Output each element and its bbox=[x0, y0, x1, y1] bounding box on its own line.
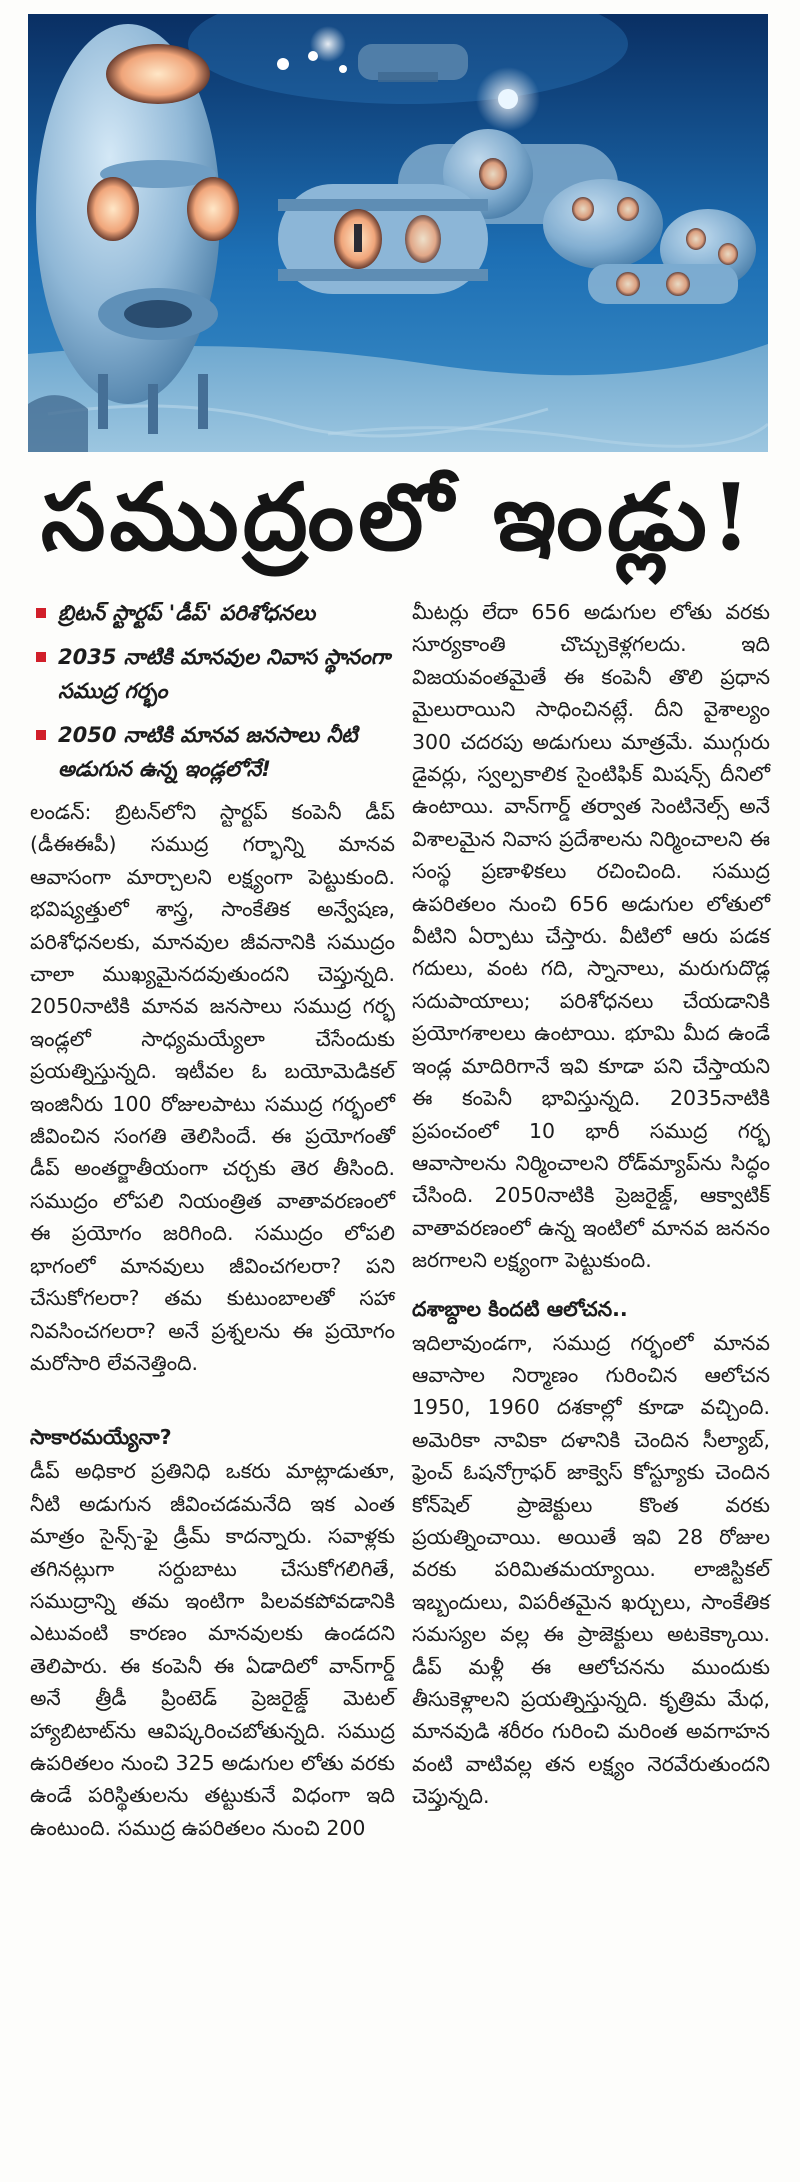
section-subhead: సాకారమయ్యేనా? bbox=[30, 1425, 172, 1450]
square-bullet-icon bbox=[36, 730, 46, 740]
left-column bbox=[30, 596, 395, 1844]
body-paragraph: లండన్: బ్రిటన్‌లోని స్టార్టప్ కంపెనీ డీప్ (డీఈఈపీ) సముద్ర గర్భాన్ని మానవ ఆవాసంగా మార్చాలని లక్ష్యంగా పెట్టుకుంది. భవిష్యత్తులో శాస్త్ర, సాంకేతిక అన్వేషణ, పరిశోధనలకు, మానవుల జీవనానికి సముద్రం చాలా ముఖ్యమైనదవుతుందని చెప్తున్నది. 2050నాటికి మానవ జనసాలు సముద్ర గర్భ ఇండ్లలో సాధ్యమయ్యేలా చేసేందుకు ప్రయత్నిస్తున్నది. ఇటీవల ఓ బయోమెడికల్ ఇంజినీరు 100 రోజులపాటు సముద్ర గర్భంలో జీవించిన సంగతి తెలిసిందే. ఈ ప్రయోగంతో డీప్ అంతర్జాతీయంగా చర్చకు తెర తీసింది. సముద్రం లోపలి నియంత్రిత వాతావరణంలో ఈ ప్రయోగం జరిగింది. సముద్రం లోపలి భాగంలో మానవులు జీవించగలరా? పని చేసుకోగలరా? తమ కుటుంబాలతో సహా నివసించగలరా? అనే ప్రశ్నలను ఈ ప్రయోగం మరోసారి లేవనెత్తింది. bbox=[30, 800, 395, 1375]
square-bullet-icon bbox=[36, 608, 46, 618]
highlight-bullets bbox=[30, 596, 395, 786]
bullet-item bbox=[30, 596, 395, 630]
bullet-item bbox=[30, 640, 395, 708]
right-column bbox=[412, 596, 770, 1813]
body-paragraph: మీటర్లు లేదా 656 అడుగుల లోతు వరకు సూర్యకాంతి చొచ్చుకెళ్లగలదు. ఇది విజయవంతమైతే ఈ కంపెనీ తొలి ప్రధాన మైలురాయిని సాధించినట్లే. దీని వైశాల్యం 300 చదరపు అడుగులు మాత్రమే. ముగ్గురు డైవర్లు, స్వల్పకాలిక సైంటిఫిక్ మిషన్స్ దీనిలో ఉంటాయి. వాన్‌గార్డ్ తర్వాత సెంటినెల్స్ అనే విశాలమైన నివాస ప్రదేశాలను నిర్మించాలని ఈ సంస్థ ప్రణాళికలు రచించింది. సముద్ర ఉపరితలం నుంచి 656 అడుగుల లోతులో వీటిని ఏర్పాటు చేస్తారు. వీటిలో ఆరు పడక గదులు, వంట గది, స్నానాలు, మరుగుదొడ్ల సదుపాయాలు; పరిశోధనలు చేయడానికి ప్రయోగశాలలు ఉంటాయి. భూమి మీద ఉండే ఇండ్ల మాదిరిగానే ఇవి కూడా పని చేస్తాయని ఈ కంపెనీ భావిస్తున్నది. 2035నాటికి ప్రపంచంలో 10 భారీ సముద్ర గర్భ ఆవాసాలను నిర్మించాలని రోడ్‌మ్యాప్‌ను సిద్ధం చేసింది. 2050నాటికి ప్రెజరైజ్డ్, ఆక్వాటిక్ వాతావరణంలో ఉన్న ఇంటిలో మానవ జననం జరగాలని లక్ష్యంగా పెట్టుకుంది. bbox=[412, 600, 770, 1273]
section-subhead: దశాబ్దాల కిందటి ఆలోచన.. bbox=[412, 1296, 628, 1321]
body-paragraph: డీప్ అధికార ప్రతినిధి ఒకరు మాట్లాడుతూ, నీటి అడుగున జీవించడమనేది ఇక ఎంత మాత్రం సైన్స్-ఫై డ్రీమ్ కాదన్నారు. సవాళ్లకు తగినట్లుగా సర్దుబాటు చేసుకోగలిగితే, సముద్రాన్ని తమ ఇంటిగా పిలవకపోవడానికి ఎటువంటి కారణం మానవులకు ఉండదని తెలిపారు. ఈ కంపెనీ ఈ ఏడాదిలో వాన్‌గార్డ్ అనే త్రీడీ ప్రింటెడ్ ప్రెజరైజ్డ్ మెటల్ హ్యాబిటాట్‌ను ఆవిష్కరించబోతున్నది. సముద్ర ఉపరితలం నుంచి 325 అడుగుల లోతు వరకు ఉండే పరిస్థితులను తట్టుకునే విధంగా ఇది ఉంటుంది. సముద్ర ఉపరితలం నుంచి 200 bbox=[30, 1459, 395, 1840]
underwater-habitat-image bbox=[28, 14, 768, 452]
body-paragraph: ఇదిలావుండగా, సముద్ర గర్భంలో మానవ ఆవాసాల నిర్మాణం గురించిన ఆలోచన 1950, 1960 దశకాల్లో కూడా వచ్చింది. అమెరికా నావికా దళానికి చెందిన సీల్యాబ్, ఫ్రెంచ్ ఓషనోగ్రాఫర్ జాక్వెస్ కోస్ట్యూకు చెందిన కోన్‌షెల్ ప్రాజెక్టులు కొంత వరకు ప్రయత్నించాయి. అయితే ఇవి 28 రోజుల వరకు పరిమితమయ్యాయి. లాజిస్టికల్ ఇబ్బందులు, విపరీతమైన ఖర్చులు, సాంకేతిక సమస్యల వల్ల ఈ ప్రాజెక్టులు అటకెక్కాయి. డీప్ మళ్లీ ఈ ఆలోచనను ముందుకు తీసుకెళ్లాలని ప్రయత్నిస్తున్నది. కృత్రిమ మేధ, మానవుడి శరీరం గురించి మరింత అవగాహన వంటి వాటివల్ల తన లక్ష్యం నెరవేరుతుందని చెప్తున్నది. bbox=[412, 1330, 770, 1809]
bullet-text: బ్రిటన్ స్టార్టప్ 'డీప్' పరిశోధనలు bbox=[58, 601, 316, 625]
square-bullet-icon bbox=[36, 652, 46, 662]
bullet-text: 2035 నాటికి మానవుల నివాస స్థానంగా సముద్ర గర్భం bbox=[58, 645, 391, 703]
headline: సముద్రంలో ఇండ్లు! bbox=[40, 463, 756, 571]
bullet-item bbox=[30, 718, 395, 786]
hero-illustration bbox=[28, 14, 768, 452]
bullet-text: 2050 నాటికి మానవ జనసాలు నీటి అడుగున ఉన్న ఇండ్లలోనే! bbox=[58, 723, 358, 781]
